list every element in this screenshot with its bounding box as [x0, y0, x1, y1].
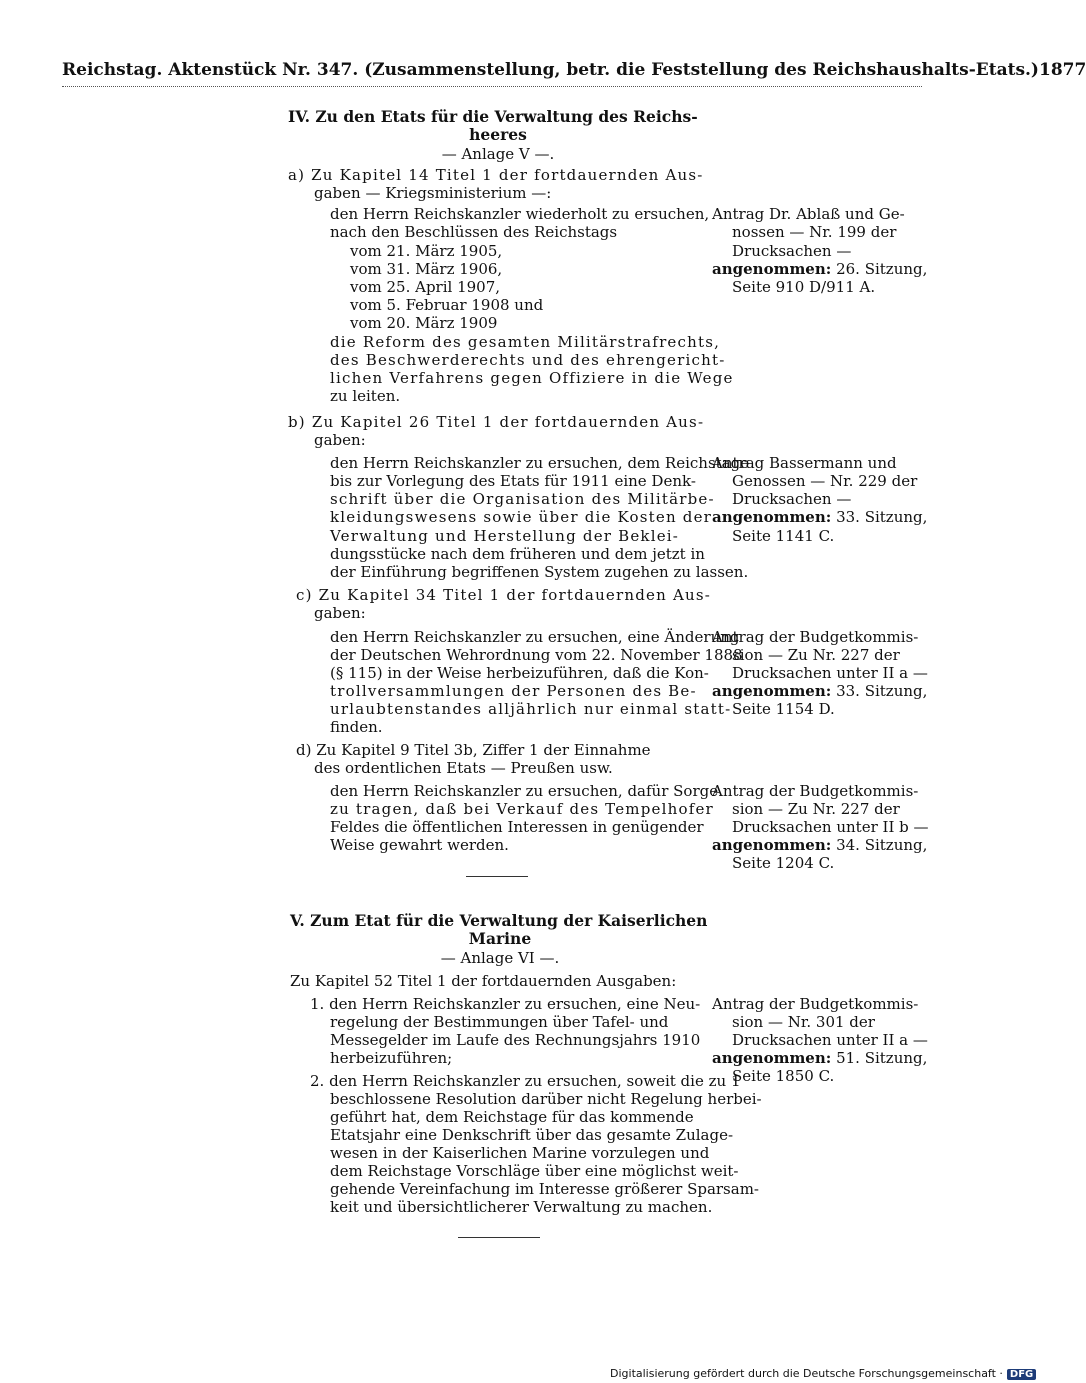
item-c-heading-cont: gaben: [314, 604, 366, 622]
item-c-side: sion — Zu Nr. 227 der [732, 646, 900, 664]
item-2-text: Etatsjahr eine Denkschrift über das gesamte Zulage- [330, 1126, 734, 1144]
item-b-side: Seite 1141 C. [732, 527, 835, 545]
item-2-text: gehende Vereinfachung im Interesse größerer Sparsam- [330, 1180, 759, 1198]
item-b-heading: b) Zu Kapitel 26 Titel 1 der fortdauernden Aus- [288, 413, 705, 431]
item-a-text: den Herrn Reichskanzler wiederholt zu ersuchen, [330, 205, 710, 223]
item-a-side: Antrag Dr. Ablaß und Ge- [712, 205, 905, 223]
item-c-text: finden. [330, 718, 383, 736]
item-c-side-result: angenommen: 33. Sitzung, [712, 682, 928, 700]
item-b-side: Antrag Bassermann und [712, 454, 897, 472]
item-d-heading: d) Zu Kapitel 9 Titel 3b, Ziffer 1 der Einnahme [296, 741, 651, 759]
item-d-text: den Herrn Reichskanzler zu ersuchen, dafür Sorge [330, 782, 719, 800]
item-1-text: herbeizuführen; [330, 1049, 453, 1067]
item-v-side: Seite 1850 C. [732, 1067, 835, 1085]
section-divider [458, 1237, 540, 1238]
dfg-logo-icon: DFG [1007, 1369, 1036, 1380]
footer-credit: Digitalisierung gefördert durch die Deutsche Forschungsgemeinschaft · [610, 1367, 1003, 1380]
section-v-title-cont: Marine [468, 929, 532, 948]
item-a-date: vom 25. April 1907, [350, 278, 501, 296]
item-a-side: Drucksachen — [732, 242, 852, 260]
item-c-text: urlaubtenstandes alljährlich nur einmal statt- [330, 700, 732, 718]
page-footer [610, 1367, 1034, 1380]
header-rule [62, 86, 922, 87]
item-b-text: den Herrn Reichskanzler zu ersuchen, dem Reichstage [330, 454, 750, 472]
item-a-text: zu leiten. [330, 387, 401, 405]
item-c-text: den Herrn Reichskanzler zu ersuchen, eine Änderung [330, 628, 740, 646]
item-v-side: Drucksachen unter II a — [732, 1031, 928, 1049]
item-c-side: Seite 1154 D. [732, 700, 835, 718]
item-d-side: Seite 1204 C. [732, 854, 835, 872]
item-a-heading-cont: gaben — Kriegsministerium —: [314, 184, 552, 202]
item-b-side-result: angenommen: 33. Sitzung, [712, 508, 928, 526]
section-v-intro: Zu Kapitel 52 Titel 1 der fortdauernden Ausgaben: [290, 972, 677, 990]
accepted-label: angenommen: [712, 1049, 832, 1067]
item-1-text: regelung der Bestimmungen über Tafel- und [330, 1013, 669, 1031]
item-2-text: dem Reichstage Vorschläge über eine möglichst weit- [330, 1162, 739, 1180]
item-d-text: Weise gewahrt werden. [330, 836, 509, 854]
item-a-text: nach den Beschlüssen des Reichstags [330, 223, 618, 241]
item-a-side-result: angenommen: 26. Sitzung, [712, 260, 928, 278]
page-number: 1877 [1038, 60, 1086, 80]
item-c-text: trollversammlungen der Personen des Be- [330, 682, 697, 700]
item-a-text: des Beschwerderechts und des ehrengericht- [330, 351, 726, 369]
item-2-text: keit und übersichtlicherer Verwaltung zu machen. [330, 1198, 713, 1216]
accepted-label: angenommen: [712, 260, 832, 278]
item-v-side-result: angenommen: 51. Sitzung, [712, 1049, 928, 1067]
item-a-heading: a) Zu Kapitel 14 Titel 1 der fortdauernden Aus- [288, 166, 704, 184]
item-d-heading-cont: des ordentlichen Etats — Preußen usw. [314, 759, 613, 777]
item-b-text: der Einführung begriffenen System zugehen zu lassen. [330, 563, 749, 581]
section-iv-title: IV. Zu den Etats für die Verwaltung des Reichs- [288, 107, 698, 126]
item-c-side: Drucksachen unter II a — [732, 664, 928, 682]
page-header [62, 60, 1086, 80]
item-2-text: 2. den Herrn Reichskanzler zu ersuchen, soweit die zu 1 [310, 1072, 741, 1090]
item-1-text: 1. den Herrn Reichskanzler zu ersuchen, eine Neu- [310, 995, 701, 1013]
accepted-label: angenommen: [712, 836, 832, 854]
item-d-side: sion — Zu Nr. 227 der [732, 800, 900, 818]
item-a-date: vom 31. März 1906, [350, 260, 503, 278]
item-c-heading: c) Zu Kapitel 34 Titel 1 der fortdauernden Aus- [296, 586, 712, 604]
item-a-side: Seite 910 D/911 A. [732, 278, 876, 296]
item-c-side: Antrag der Budgetkommis- [712, 628, 919, 646]
item-c-text: der Deutschen Wehrordnung vom 22. November 1888 [330, 646, 743, 664]
accepted-label: angenommen: [712, 508, 832, 526]
item-b-side: Genossen — Nr. 229 der [732, 472, 918, 490]
item-1-text: Messegelder im Laufe des Rechnungsjahrs 1910 [330, 1031, 701, 1049]
item-a-side: nossen — Nr. 199 der [732, 223, 897, 241]
item-a-text: die Reform des gesamten Militärstrafrechts, [330, 333, 721, 351]
item-b-heading-cont: gaben: [314, 431, 366, 449]
section-divider [466, 876, 528, 877]
section-iv-anlage: — Anlage V —. [441, 145, 555, 163]
item-b-side: Drucksachen — [732, 490, 852, 508]
item-2-text: geführt hat, dem Reichstage für das kommende [330, 1108, 694, 1126]
item-b-text: bis zur Vorlegung des Etats für 1911 eine Denk- [330, 472, 696, 490]
item-v-side: Antrag der Budgetkommis- [712, 995, 919, 1013]
item-d-side: Drucksachen unter II b — [732, 818, 929, 836]
section-iv-title-cont: heeres [469, 125, 527, 144]
item-b-text: Verwaltung und Herstellung der Beklei- [330, 527, 680, 545]
section-v-title: V. Zum Etat für die Verwaltung der Kaiserlichen [290, 911, 708, 930]
item-2-text: beschlossene Resolution darüber nicht Regelung herbei- [330, 1090, 762, 1108]
item-d-side-result: angenommen: 34. Sitzung, [712, 836, 928, 854]
item-a-date: vom 20. März 1909 [350, 314, 498, 332]
item-b-text: dungsstücke nach dem früheren und dem jetzt in [330, 545, 705, 563]
item-b-text: kleidungswesens sowie über die Kosten der [330, 508, 713, 526]
header-title: Reichstag. Aktenstück Nr. 347. (Zusammenstellung, betr. die Feststellung des Reichshaushalts-Etats.) [62, 60, 1039, 80]
item-d-side: Antrag der Budgetkommis- [712, 782, 919, 800]
item-d-text: Feldes die öffentlichen Interessen in genügender [330, 818, 704, 836]
item-a-date: vom 5. Februar 1908 und [350, 296, 544, 314]
item-d-text: zu tragen, daß bei Verkauf des Tempelhofer [330, 800, 714, 818]
section-v-anlage: — Anlage VI —. [440, 949, 560, 967]
item-b-text: schrift über die Organisation des Militärbe- [330, 490, 715, 508]
item-a-date: vom 21. März 1905, [350, 242, 503, 260]
item-v-side: sion — Nr. 301 der [732, 1013, 875, 1031]
item-a-text: lichen Verfahrens gegen Offiziere in die Wege [330, 369, 734, 387]
item-c-text: (§ 115) in der Weise herbeizuführen, daß die Kon- [330, 664, 709, 682]
accepted-label: angenommen: [712, 682, 832, 700]
item-2-text: wesen in der Kaiserlichen Marine vorzulegen und [330, 1144, 710, 1162]
